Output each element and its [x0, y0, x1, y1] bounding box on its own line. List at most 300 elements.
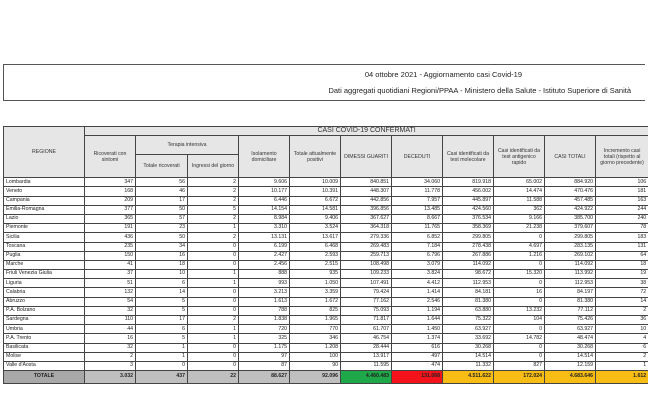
cell-isolamento: 993 [239, 279, 290, 288]
table-row [4, 242, 648, 251]
cell-ti-ingressi: 0 [188, 343, 239, 352]
cell-ti-totale: 5 [136, 306, 188, 315]
cell-ti-ingressi: 0 [188, 306, 239, 315]
cell-ti-totale: 17 [136, 196, 188, 205]
total-ricoverati: 3.032 [85, 371, 136, 384]
cell-regione: Lombardia [4, 178, 85, 187]
cell-molecolare: 75.322 [443, 316, 494, 325]
cell-incremento: 240 [596, 214, 648, 223]
cell-incremento: 36 [596, 316, 648, 325]
cell-isolamento: 9.606 [239, 178, 290, 187]
cell-deceduti: 6.852 [392, 233, 443, 242]
cell-dimessi: 396.856 [341, 205, 392, 214]
cell-molecolare: 456.002 [443, 187, 494, 196]
cell-antigenico: 14.782 [494, 334, 545, 343]
cell-dimessi: 77.162 [341, 297, 392, 306]
cell-ti-ingressi: 0 [188, 251, 239, 260]
cell-dimessi: 448.307 [341, 187, 392, 196]
cell-casi-totali: 77.112 [545, 306, 596, 315]
cell-dimessi: 269.483 [341, 242, 392, 251]
cell-molecolare: 11.332 [443, 361, 494, 370]
cell-ti-ingressi: 2 [188, 178, 239, 187]
cell-ricoverati: 54 [85, 297, 136, 306]
cell-casi-totali: 84.197 [545, 288, 596, 297]
cell-antigenico: 0 [494, 279, 545, 288]
cell-positivi: 6.468 [290, 242, 341, 251]
table-row [4, 224, 648, 233]
total-incremento: 1.612 [596, 371, 648, 384]
cell-ricoverati: 2 [85, 352, 136, 361]
cell-casi-totali: 81.380 [545, 297, 596, 306]
cell-ti-totale: 34 [136, 242, 188, 251]
cell-molecolare: 278.438 [443, 242, 494, 251]
header-isolamento: Isolamento domiciliare [239, 136, 290, 178]
header-casi-totali: CASI TOTALI [545, 136, 596, 178]
cell-regione: P.A. Bolzano [4, 306, 85, 315]
cell-deceduti: 1.194 [392, 306, 443, 315]
cell-ti-totale: 50 [136, 233, 188, 242]
cell-antigenico: 21.238 [494, 224, 545, 233]
cell-deceduti: 3.079 [392, 260, 443, 269]
table-row [4, 306, 648, 315]
cell-deceduti: 2.546 [392, 297, 443, 306]
header-positivi: Totale attualmente positivi [290, 136, 341, 178]
cell-ti-ingressi: 5 [188, 205, 239, 214]
cell-regione: Basilicata [4, 343, 85, 352]
cell-dimessi: 367.627 [341, 214, 392, 223]
cell-ricoverati: 37 [85, 270, 136, 279]
cell-isolamento: 8.984 [239, 214, 290, 223]
cell-ricoverati: 347 [85, 178, 136, 187]
cell-regione: Abruzzo [4, 297, 85, 306]
cell-regione: Toscana [4, 242, 85, 251]
header-group-terapia-intensiva: Terapia intensiva [136, 136, 239, 155]
header-ricoverati: Ricoverati con sintomi [85, 136, 136, 178]
cell-isolamento: 13.131 [239, 233, 290, 242]
table-row [4, 352, 648, 361]
cell-dimessi: 13.917 [341, 352, 392, 361]
cell-antigenico: 0 [494, 260, 545, 269]
cell-molecolare: 81.380 [443, 297, 494, 306]
header-ti-totale: Totale ricoverati [136, 155, 188, 178]
cell-dimessi: 61.707 [341, 325, 392, 334]
cell-regione: Molise [4, 352, 85, 361]
report-subtitle: Dati aggregati quotidiani Regioni/PPAA - Ministero della Salute - Istituto Superiore di Sanità [328, 86, 631, 95]
cell-deceduti: 6.796 [392, 251, 443, 260]
cell-deceduti: 8.667 [392, 214, 443, 223]
cell-antigenico: 16 [494, 288, 545, 297]
cell-ti-totale: 6 [136, 279, 188, 288]
cell-molecolare: 819.918 [443, 178, 494, 187]
cell-molecolare: 358.369 [443, 224, 494, 233]
table-row [4, 279, 648, 288]
table-row [4, 297, 648, 306]
cell-antigenico: 0 [494, 343, 545, 352]
cell-antigenico: 4.697 [494, 242, 545, 251]
cell-ricoverati: 110 [85, 316, 136, 325]
cell-isolamento: 6.446 [239, 196, 290, 205]
cell-casi-totali: 424.922 [545, 205, 596, 214]
cell-dimessi: 442.856 [341, 196, 392, 205]
cell-molecolare: 424.560 [443, 205, 494, 214]
cell-isolamento: 2.456 [239, 260, 290, 269]
cell-molecolare: 114.092 [443, 260, 494, 269]
cell-molecolare: 63.927 [443, 325, 494, 334]
cell-antigenico: 0 [494, 297, 545, 306]
cell-ti-ingressi: 2 [188, 316, 239, 325]
cell-isolamento: 1.838 [239, 316, 290, 325]
cell-regione: Sicilia [4, 233, 85, 242]
cell-molecolare: 267.886 [443, 251, 494, 260]
table-row [4, 233, 648, 242]
cell-incremento: 244 [596, 205, 648, 214]
cell-ricoverati: 3 [85, 361, 136, 370]
cell-ti-ingressi: 0 [188, 361, 239, 370]
cell-antigenico: 14.474 [494, 187, 545, 196]
cell-incremento: 14 [596, 297, 648, 306]
cell-regione: Campania [4, 196, 85, 205]
cell-dimessi: 279.336 [341, 233, 392, 242]
cell-dimessi: 71.817 [341, 316, 392, 325]
cell-ricoverati: 41 [85, 260, 136, 269]
cell-ti-totale: 14 [136, 288, 188, 297]
cell-casi-totali: 12.159 [545, 361, 596, 370]
cell-incremento: 131 [596, 242, 648, 251]
cell-ricoverati: 32 [85, 343, 136, 352]
cell-positivi: 935 [290, 270, 341, 279]
cell-positivi: 90 [290, 361, 341, 370]
cell-positivi: 825 [290, 306, 341, 315]
total-isolamento: 88.627 [239, 371, 290, 384]
cell-isolamento: 1.175 [239, 343, 290, 352]
cell-ricoverati: 365 [85, 214, 136, 223]
cell-antigenico: 9.166 [494, 214, 545, 223]
cell-dimessi: 259.713 [341, 251, 392, 260]
cell-regione: Liguria [4, 279, 85, 288]
cell-antigenico: 13.232 [494, 306, 545, 315]
table-row [4, 325, 648, 334]
cell-ti-ingressi: 1 [188, 325, 239, 334]
cell-ti-totale: 16 [136, 251, 188, 260]
table-row [4, 214, 648, 223]
cell-positivi: 2.515 [290, 260, 341, 269]
cell-ricoverati: 16 [85, 334, 136, 343]
header-deceduti: DECEDUTI [392, 136, 443, 178]
cell-positivi: 10.009 [290, 178, 341, 187]
cell-casi-totali: 470.476 [545, 187, 596, 196]
cell-casi-totali: 385.700 [545, 214, 596, 223]
cell-casi-totali: 114.092 [545, 260, 596, 269]
cell-antigenico: 11.588 [494, 196, 545, 205]
cell-ti-ingressi: 0 [188, 297, 239, 306]
cell-molecolare: 14.514 [443, 352, 494, 361]
cell-incremento: 78 [596, 224, 648, 233]
cell-positivi: 1.965 [290, 316, 341, 325]
cell-positivi: 10.391 [290, 187, 341, 196]
cell-isolamento: 3.213 [239, 288, 290, 297]
total-row [4, 371, 648, 384]
cell-ricoverati: 32 [85, 306, 136, 315]
cell-incremento: 106 [596, 178, 648, 187]
cell-deceduti: 616 [392, 343, 443, 352]
header-regione: REGIONE [4, 127, 85, 178]
cell-incremento: 18 [596, 260, 648, 269]
table-body [4, 178, 648, 371]
cell-ricoverati: 168 [85, 187, 136, 196]
cell-regione: P.A. Trento [4, 334, 85, 343]
cell-ricoverati: 44 [85, 325, 136, 334]
cell-casi-totali: 269.102 [545, 251, 596, 260]
cell-ti-ingressi: 2 [188, 196, 239, 205]
cell-ricoverati: 132 [85, 288, 136, 297]
cell-ti-ingressi: 1 [188, 334, 239, 343]
cell-ti-totale: 0 [136, 361, 188, 370]
cell-deceduti: 3.824 [392, 270, 443, 279]
cell-casi-totali: 48.474 [545, 334, 596, 343]
cell-isolamento: 3.310 [239, 224, 290, 233]
cell-isolamento: 325 [239, 334, 290, 343]
cell-ti-totale: 57 [136, 214, 188, 223]
cell-ti-totale: 10 [136, 270, 188, 279]
table-row [4, 205, 648, 214]
cell-isolamento: 888 [239, 270, 290, 279]
cell-positivi: 1.672 [290, 297, 341, 306]
cell-molecolare: 376.534 [443, 214, 494, 223]
cell-deceduti: 1.414 [392, 288, 443, 297]
cell-casi-totali: 457.485 [545, 196, 596, 205]
cell-incremento: 1 [596, 361, 648, 370]
table-row [4, 334, 648, 343]
cell-ti-totale: 50 [136, 205, 188, 214]
header-incremento: Incremento casi totali (rispetto al giorno precedente) [596, 136, 648, 178]
cell-ti-totale: 46 [136, 187, 188, 196]
cell-antigenico: 104 [494, 316, 545, 325]
cell-casi-totali: 75.426 [545, 316, 596, 325]
cell-ricoverati: 235 [85, 242, 136, 251]
cell-molecolare: 30.268 [443, 343, 494, 352]
cell-molecolare: 445.897 [443, 196, 494, 205]
cell-ti-totale: 5 [136, 334, 188, 343]
cell-casi-totali: 112.953 [545, 279, 596, 288]
cell-ti-totale: 6 [136, 325, 188, 334]
cell-isolamento: 10.177 [239, 187, 290, 196]
cell-ricoverati: 150 [85, 251, 136, 260]
cell-antigenico: 827 [494, 361, 545, 370]
cell-incremento: 38 [596, 279, 648, 288]
cell-incremento: 19 [596, 270, 648, 279]
cell-ti-ingressi: 0 [188, 288, 239, 297]
cell-positivi: 770 [290, 325, 341, 334]
cell-casi-totali: 379.607 [545, 224, 596, 233]
cell-dimessi: 28.444 [341, 343, 392, 352]
cell-antigenico: 362 [494, 205, 545, 214]
cell-isolamento: 2.427 [239, 251, 290, 260]
total-antigenico: 172.024 [494, 371, 545, 384]
total-positivi: 92.096 [290, 371, 341, 384]
cell-regione: Sardegna [4, 316, 85, 325]
cell-deceduti: 474 [392, 361, 443, 370]
cell-isolamento: 788 [239, 306, 290, 315]
cell-deceduti: 11.765 [392, 224, 443, 233]
cell-dimessi: 46.754 [341, 334, 392, 343]
cell-incremento: 72 [596, 288, 648, 297]
cell-ricoverati: 209 [85, 196, 136, 205]
cell-regione: Umbria [4, 325, 85, 334]
table-row [4, 270, 648, 279]
cell-isolamento: 14.154 [239, 205, 290, 214]
table-row [4, 361, 648, 370]
cell-casi-totali: 30.268 [545, 343, 596, 352]
header-ti-ingressi: Ingressi del giorno [188, 155, 239, 178]
cell-ti-totale: 5 [136, 297, 188, 306]
cell-antigenico: 65.002 [494, 178, 545, 187]
cell-incremento: 2 [596, 306, 648, 315]
cell-dimessi: 75.093 [341, 306, 392, 315]
table-row [4, 260, 648, 269]
cell-positivi: 14.581 [290, 205, 341, 214]
header-antigenico: Casi identificati da test antigenico rapido [494, 136, 545, 178]
total-deceduti: 131.068 [392, 371, 443, 384]
cell-deceduti: 1.450 [392, 325, 443, 334]
cell-dimessi: 107.491 [341, 279, 392, 288]
cell-incremento: 4 [596, 334, 648, 343]
cell-casi-totali: 63.927 [545, 325, 596, 334]
header-molecolare: Casi identificati da test molecolare [443, 136, 494, 178]
cell-antigenico: 0 [494, 325, 545, 334]
cell-molecolare: 33.692 [443, 334, 494, 343]
table-row [4, 343, 648, 352]
cell-molecolare: 299.805 [443, 233, 494, 242]
cell-positivi: 100 [290, 352, 341, 361]
cell-molecolare: 98.672 [443, 270, 494, 279]
table-row [4, 178, 648, 187]
cell-regione: Marche [4, 260, 85, 269]
cell-dimessi: 79.424 [341, 288, 392, 297]
report-header [3, 64, 645, 101]
cell-antigenico: 0 [494, 233, 545, 242]
cell-deceduti: 7.184 [392, 242, 443, 251]
total-ti-totale: 437 [136, 371, 188, 384]
cell-ricoverati: 377 [85, 205, 136, 214]
cell-regione: Piemonte [4, 224, 85, 233]
cell-positivi: 6.672 [290, 196, 341, 205]
cell-deceduti: 1.374 [392, 334, 443, 343]
cell-ti-totale: 1 [136, 352, 188, 361]
cell-ti-totale: 18 [136, 260, 188, 269]
cell-casi-totali: 884.920 [545, 178, 596, 187]
cell-ti-ingressi: 1 [188, 224, 239, 233]
header-group-casi-confermati: CASI COVID-19 CONFERMATI [85, 127, 648, 136]
cell-ti-totale: 23 [136, 224, 188, 233]
cell-regione: Emilia-Romagna [4, 205, 85, 214]
cell-regione: Veneto [4, 187, 85, 196]
cell-positivi: 13.617 [290, 233, 341, 242]
cell-ti-ingressi: 0 [188, 260, 239, 269]
cell-ricoverati: 191 [85, 224, 136, 233]
cell-positivi: 3.359 [290, 288, 341, 297]
cell-ti-ingressi: 2 [188, 214, 239, 223]
covid-cases-table [3, 126, 648, 384]
cell-regione: Calabria [4, 288, 85, 297]
cell-deceduti: 34.060 [392, 178, 443, 187]
cell-isolamento: 87 [239, 361, 290, 370]
cell-casi-totali: 113.992 [545, 270, 596, 279]
cell-ricoverati: 51 [85, 279, 136, 288]
cell-ti-totale: 56 [136, 178, 188, 187]
cell-casi-totali: 14.514 [545, 352, 596, 361]
cell-deceduti: 7.957 [392, 196, 443, 205]
total-dimessi: 4.460.483 [341, 371, 392, 384]
cell-isolamento: 97 [239, 352, 290, 361]
cell-deceduti: 13.485 [392, 205, 443, 214]
cell-ti-ingressi: 2 [188, 187, 239, 196]
total-molecolare: 4.511.622 [443, 371, 494, 384]
cell-isolamento: 6.199 [239, 242, 290, 251]
cell-isolamento: 1.613 [239, 297, 290, 306]
cell-deceduti: 4.412 [392, 279, 443, 288]
total-casi-totali: 4.683.646 [545, 371, 596, 384]
table-row [4, 251, 648, 260]
cell-incremento: 181 [596, 187, 648, 196]
cell-positivi: 346 [290, 334, 341, 343]
cell-incremento: 163 [596, 196, 648, 205]
cell-molecolare: 84.181 [443, 288, 494, 297]
cell-regione: Valle d'Aosta [4, 361, 85, 370]
cell-dimessi: 108.498 [341, 260, 392, 269]
cell-deceduti: 11.778 [392, 187, 443, 196]
table-row [4, 316, 648, 325]
cell-dimessi: 364.318 [341, 224, 392, 233]
cell-incremento: 183 [596, 233, 648, 242]
cell-molecolare: 63.880 [443, 306, 494, 315]
cell-antigenico: 1.216 [494, 251, 545, 260]
cell-antigenico: 15.320 [494, 270, 545, 279]
cell-incremento: 10 [596, 325, 648, 334]
cell-dimessi: 840.851 [341, 178, 392, 187]
table-row [4, 187, 648, 196]
cell-ti-ingressi: 2 [188, 233, 239, 242]
cell-incremento: 64 [596, 251, 648, 260]
cell-ti-ingressi: 0 [188, 352, 239, 361]
cell-regione: Friuli Venezia Giulia [4, 270, 85, 279]
cell-ti-ingressi: 1 [188, 279, 239, 288]
table-row [4, 196, 648, 205]
report-title: 04 ottobre 2021 - Aggiornamento casi Covid-19 [364, 70, 522, 79]
cell-isolamento: 720 [239, 325, 290, 334]
cell-molecolare: 112.953 [443, 279, 494, 288]
cell-regione: Lazio [4, 214, 85, 223]
cell-deceduti: 1.644 [392, 316, 443, 325]
cell-positivi: 2.593 [290, 251, 341, 260]
cell-casi-totali: 283.135 [545, 242, 596, 251]
cell-dimessi: 11.595 [341, 361, 392, 370]
cell-ti-ingressi: 1 [188, 270, 239, 279]
cell-regione: Puglia [4, 251, 85, 260]
total-label: TOTALE [4, 371, 85, 384]
cell-ti-totale: 17 [136, 316, 188, 325]
cell-antigenico: 0 [494, 352, 545, 361]
cell-deceduti: 497 [392, 352, 443, 361]
cell-incremento: 6 [596, 343, 648, 352]
cell-casi-totali: 299.805 [545, 233, 596, 242]
cell-dimessi: 109.233 [341, 270, 392, 279]
cell-positivi: 1.050 [290, 279, 341, 288]
cell-positivi: 3.524 [290, 224, 341, 233]
cell-positivi: 9.406 [290, 214, 341, 223]
header-dimessi: DIMESSI GUARITI [341, 136, 392, 178]
cell-ricoverati: 436 [85, 233, 136, 242]
cell-incremento: 2 [596, 352, 648, 361]
